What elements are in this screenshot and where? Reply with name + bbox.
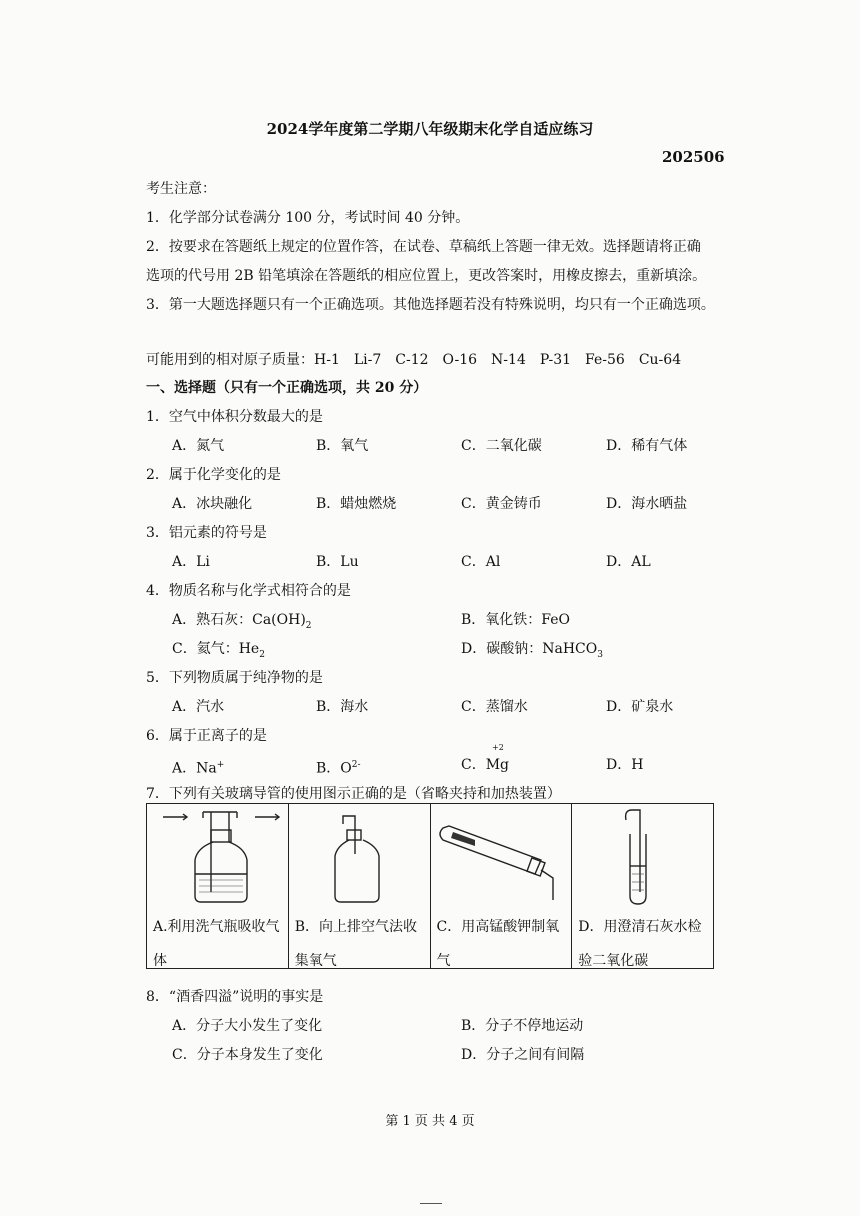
option: B．分子不停地运动: [461, 1018, 584, 1034]
question-stem: 3．铝元素的符号是: [146, 525, 267, 541]
apparatus-figure-table: [146, 803, 714, 969]
option: B．海水: [316, 699, 369, 715]
option: D．H: [606, 757, 644, 773]
option: A．分子大小发生了变化: [172, 1018, 323, 1034]
option: C．黄金铸币: [461, 496, 542, 512]
option: D．AL: [606, 554, 651, 570]
question-stem: 5．下列物质属于纯净物的是: [146, 670, 323, 686]
option: A．Li: [172, 554, 210, 570]
figure-cell-a: [147, 804, 289, 968]
figure-caption: D．用澄清石灰水检验二氧化碳: [578, 919, 702, 969]
option: D．分子之间有间隔: [461, 1047, 585, 1063]
question-stem: 8．“酒香四溢”说明的事实是: [146, 989, 324, 1005]
option: C．蒸馏水: [461, 699, 528, 715]
figure-caption: C．用高锰酸钾制氧气: [436, 919, 560, 969]
option: A．冰块融化: [172, 496, 253, 512]
section-title: 一、选择题（只有一个正确选项，共 20 分）: [146, 380, 428, 396]
limewater-test-tube-icon: [572, 804, 712, 908]
figure-caption: A.利用洗气瓶吸收气体: [153, 919, 280, 969]
notice-item: 1．化学部分试卷满分 100 分，考试时间 40 分钟。: [146, 210, 470, 226]
option: B．蜡烛燃烧: [316, 496, 397, 512]
option: D．海水晒盐: [606, 496, 688, 512]
question-stem: 1．空气中体积分数最大的是: [146, 409, 323, 425]
exam-code: 202506: [662, 148, 725, 166]
option: A．氮气: [172, 438, 225, 454]
option: D．稀有气体: [606, 438, 688, 454]
question-stem: 7．下列有关玻璃导管的使用图示正确的是（省略夹持和加热装置）: [146, 786, 561, 802]
option: B．氧化铁：FeO: [461, 612, 570, 628]
option: C．Mg: [461, 757, 510, 773]
notice-item: 2．按要求在答题纸上规定的位置作答，在试卷、草稿纸上答题一律无效。选择题请将正确: [146, 239, 701, 255]
option: B．$O^{2-}$: [316, 760, 361, 777]
page-footer: 第 1 页 共 4 页: [385, 1114, 475, 1129]
valence-mark: +2: [492, 743, 504, 752]
option: A．Na+: [172, 760, 225, 777]
test-tube-heating-icon: [431, 804, 571, 908]
atomic-masses: 可能用到的相对原子质量：H-1 Li-7 C-12 O-16 N-14 P-31 Fe-56 Cu-64: [146, 352, 682, 368]
option: C．二氧化碳: [461, 438, 542, 454]
option: B．Lu: [316, 554, 359, 570]
option: A．熟石灰：$Ca(OH)_2$: [172, 612, 312, 631]
scan-mark: [420, 1203, 442, 1204]
option: C．分子本身发生了变化: [172, 1047, 323, 1063]
figure-cell-c: [431, 804, 573, 968]
question-stem: 6．属于正离子的是: [146, 728, 267, 744]
gas-collecting-bottle-icon: [289, 804, 429, 908]
figure-cell-d: [572, 804, 713, 968]
notice-heading: 考生注意：: [146, 181, 216, 197]
option: A．汽水: [172, 699, 225, 715]
notice-item: 3．第一大题选择题只有一个正确选项。其他选择题若没有特殊说明，均只有一个正确选项。: [146, 297, 715, 313]
option: C．Al: [461, 554, 501, 570]
option: D．碳酸钠：NaHCO$_3$: [461, 641, 603, 660]
gas-washing-bottle-icon: [147, 804, 287, 908]
figure-cell-b: [289, 804, 431, 968]
exam-title: 2024学年度第二学期八年级期末化学自适应练习: [266, 120, 594, 138]
question-stem: 2．属于化学变化的是: [146, 467, 281, 483]
question-stem: 4．物质名称与化学式相符合的是: [146, 583, 351, 599]
option: B．氧气: [316, 438, 369, 454]
notice-item: 选项的代号用 2B 铅笔填涂在答题纸的相应位置上，更改答案时，用橡皮擦去，重新填涂。: [146, 268, 707, 284]
figure-caption: B．向上排空气法收集氧气: [294, 919, 418, 969]
option: C．氦气：$He_2$: [172, 641, 265, 660]
option: D．矿泉水: [606, 699, 674, 715]
